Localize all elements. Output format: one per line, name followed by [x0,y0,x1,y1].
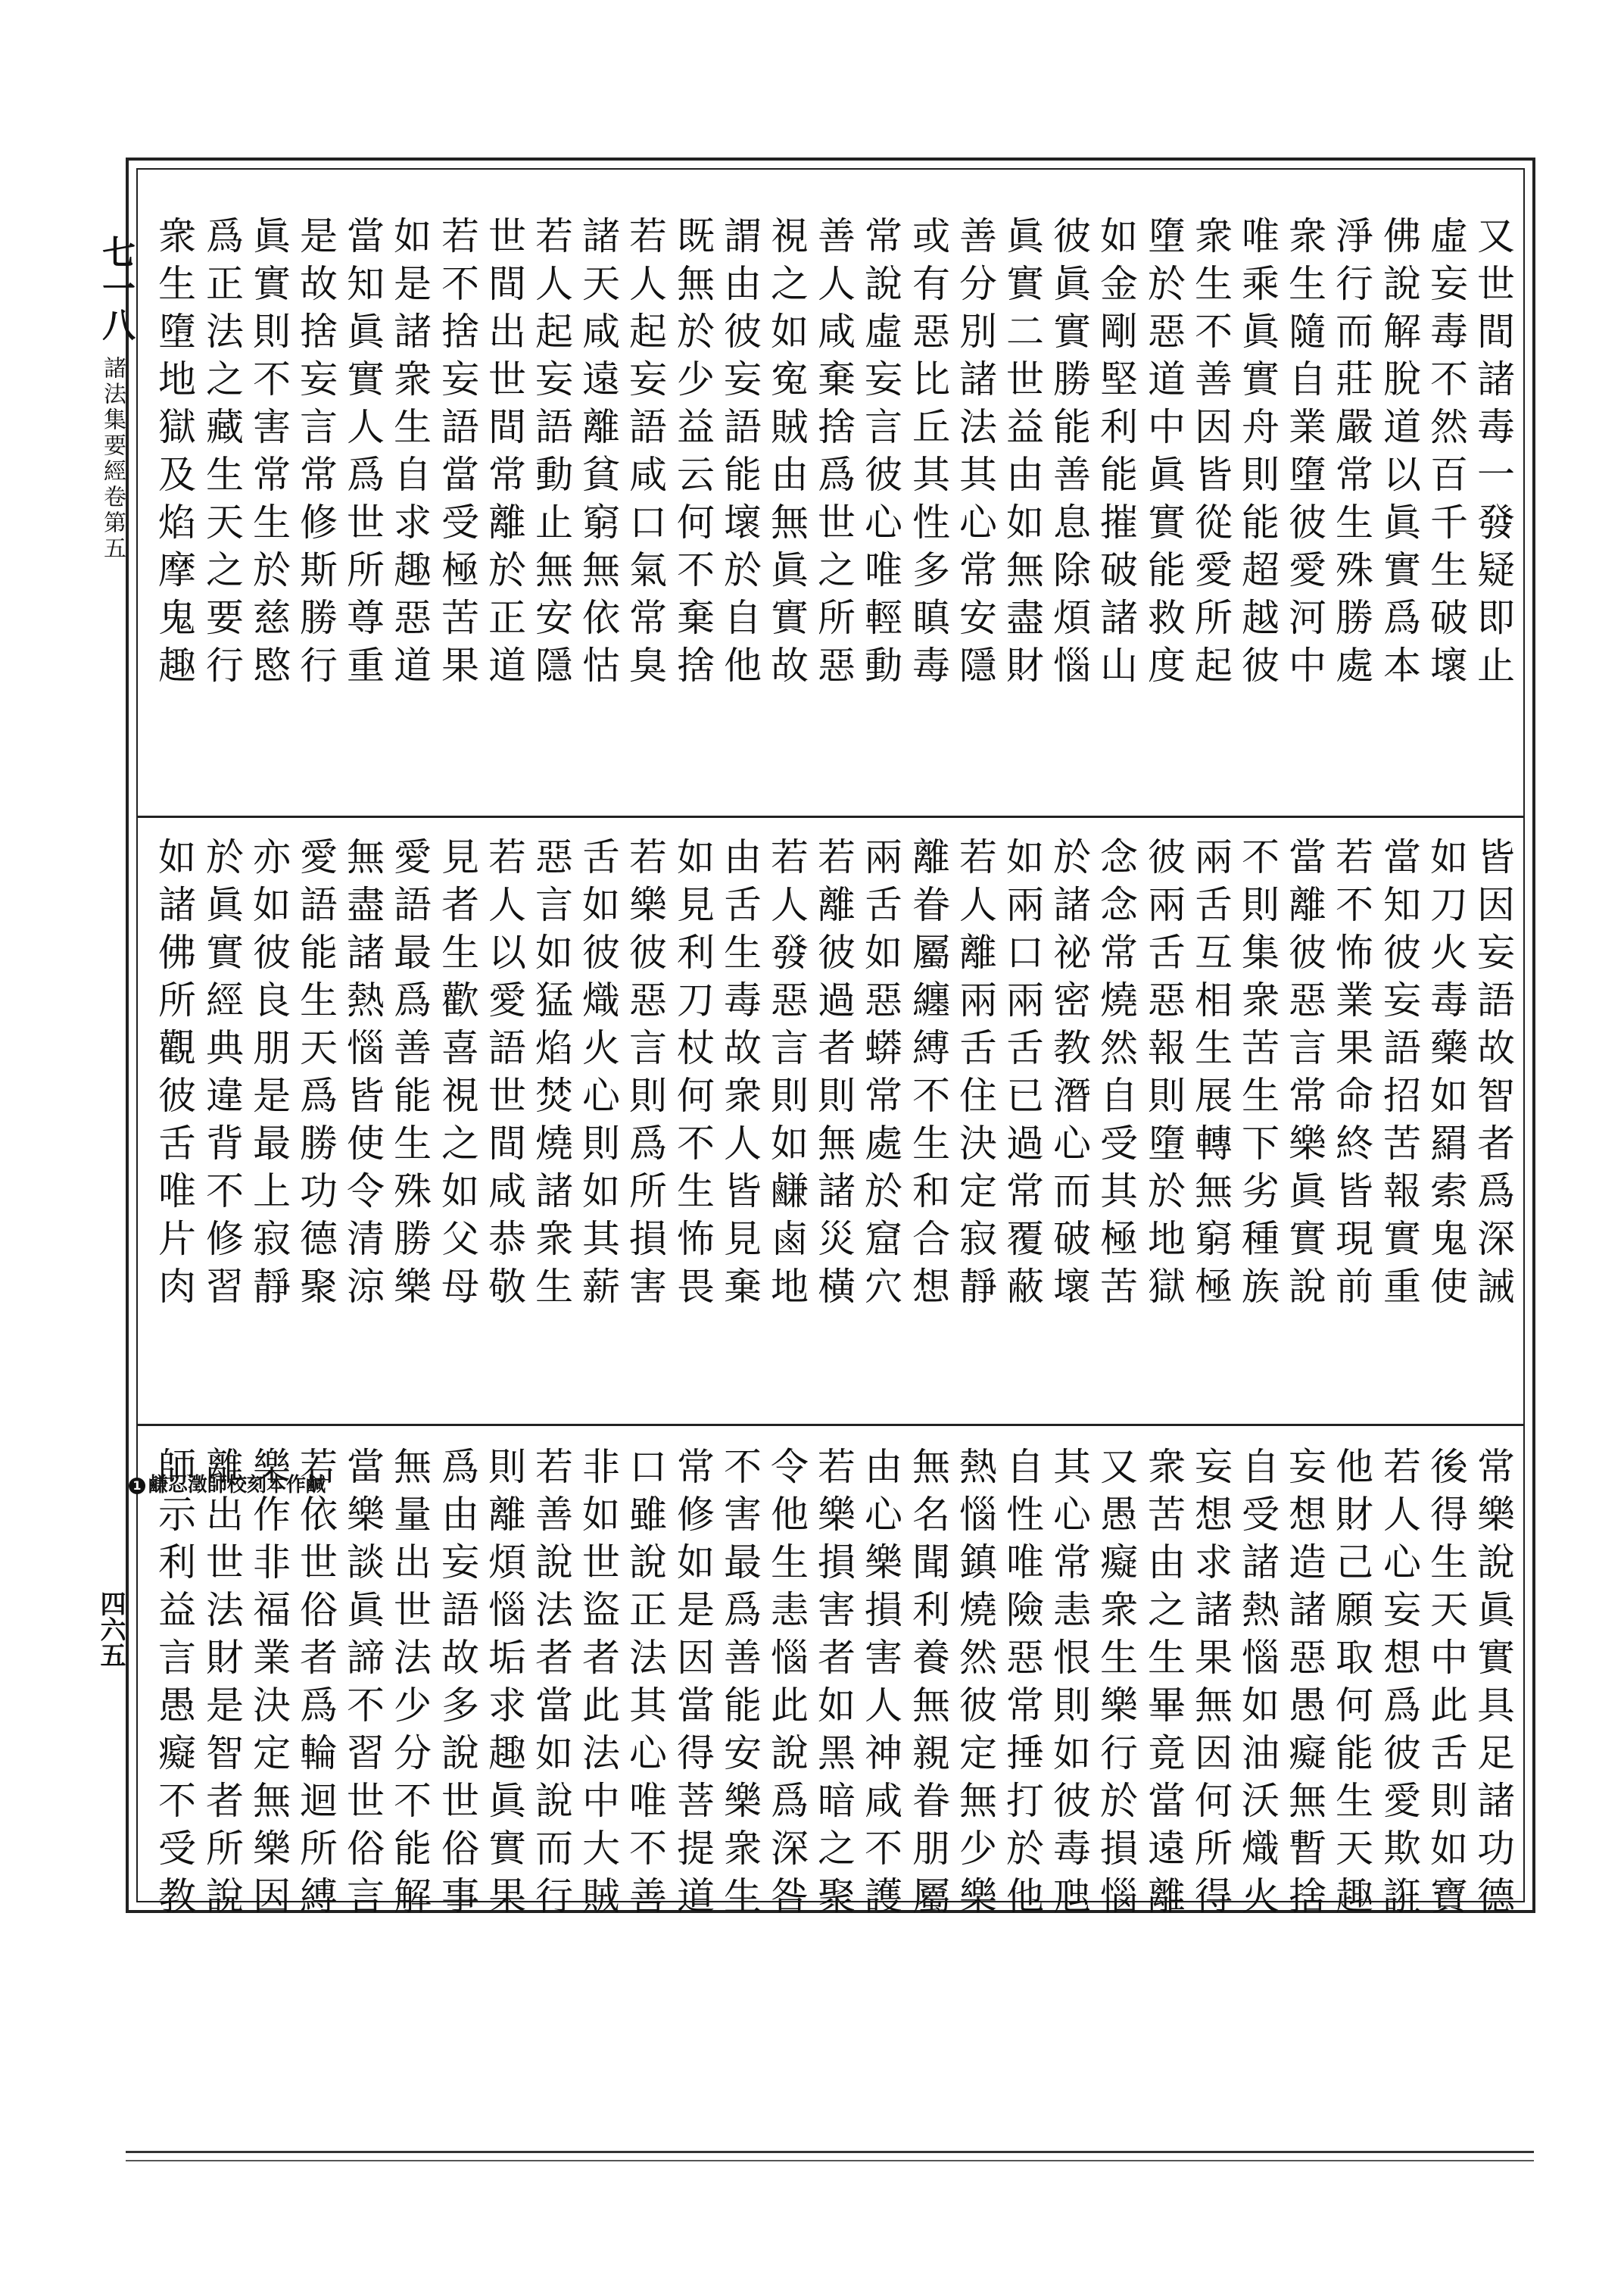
verse-column: 既無於少益云何不棄捨 [671,216,715,693]
verse-column: 世間出世間常離於正道 [482,216,526,693]
verse-column: 若不捨妄語當受極苦果 [435,216,479,693]
verse-column: 舌如彼熾火心則如其薪 [576,837,620,1314]
verse-column: 口雖說正法其心唯不善 [623,1447,667,1924]
verse-column: 皆因妄語故智者爲深誡 [1471,837,1515,1314]
verse-column: 無量出世法少分不能解 [388,1447,432,1924]
verse-column: 若依世俗者爲輪迴所縛 [294,1447,338,1924]
verse-column: 彼眞實勝能善息除煩惱 [1047,216,1091,693]
verse-column: 如見利刀杖何不生怖畏 [671,837,715,1314]
verse-column: 若人離兩舌住決定寂靜 [953,837,997,1314]
verse-column: 淨行而莊嚴常生殊勝處 [1329,216,1373,693]
verse-column: 衆生墮地獄及焰摩鬼趣 [152,216,196,693]
verse-column: 是故捨妄言常修斯勝行 [294,216,338,693]
verse-column: 衆苦由之生畢竟當遠離 [1142,1447,1186,1924]
verse-column: 如金剛堅利能摧破諸山 [1094,216,1138,693]
verse-column: 當樂談眞諦不習世俗言 [341,1447,385,1924]
verse-column: 師示利益言愚癡不受教 [152,1447,196,1924]
verse-column: 亦如彼良朋是最上寂靜 [247,837,291,1314]
verse-column: 令他生恚惱此說爲深咎 [765,1447,809,1924]
verse-column: 衆生不善因皆從愛所起 [1189,216,1233,693]
verse-column: 見者生歡喜視之如父母 [435,837,479,1314]
section-divider [136,816,1525,818]
verse-column: 又愚癡衆生樂行於損惱 [1094,1447,1138,1924]
verse-column: 佛說解脫道以眞實爲本 [1377,216,1421,693]
verse-column: 謂由彼妄語能壞於自他 [718,216,762,693]
verse-column: 善分別諸法其心常安隱 [953,216,997,693]
verse-column: 後得生天中此舌則如寶 [1424,1447,1468,1924]
verse-column: 若人心妄想爲彼愛欺誑 [1377,1447,1421,1924]
folio-number: 七一八 [96,235,135,344]
footnote-text: 鹻忍澂師校刻本作鹹 [148,1474,326,1496]
verse-column: 他財己願取何能生天趣 [1329,1447,1373,1924]
verse-column: 善人咸棄捨爲世之所惡 [812,216,856,693]
verse-column: 衆生隨自業墮彼愛河中 [1283,216,1326,693]
verse-column: 惡言如猛焰焚燒諸衆生 [529,837,573,1314]
verse-column: 自受諸熱惱如油沃熾火 [1236,1447,1280,1924]
verse-column: 視之如寃賊由無眞實故 [765,216,809,693]
verse-column: 若人起妄語動止無安隱 [529,216,573,693]
verse-column: 彼兩舌惡報則墮於地獄 [1142,837,1186,1314]
verse-column: 由心樂損害人神咸不護 [859,1447,902,1924]
verse-column: 當知眞實人爲世所尊重 [341,216,385,693]
page-number: 四六五 [95,1590,126,1668]
verse-column: 若人發惡言則如鹻鹵地 [765,837,809,1314]
bottom-rule [126,2160,1534,2161]
verse-column: 樂作非福業決定無樂因 [247,1447,291,1924]
verse-column: 若樂彼惡言則爲所損害 [623,837,667,1314]
verse-column: 念念常燒然自受其極苦 [1094,837,1138,1314]
verse-column: 若人以愛語世間咸恭敬 [482,837,526,1314]
verse-column: 諸天咸遠離貧窮無依怙 [576,216,620,693]
verse-column: 無名聞利養無親眷朋屬 [906,1447,950,1924]
bottom-rule [126,2151,1534,2153]
verse-column: 當離彼惡言常樂眞實說 [1283,837,1326,1314]
footnote-marker: 1 [129,1478,145,1494]
verse-column: 若人起妄語咸口氣常臭 [623,216,667,693]
verse-column: 眞實則不害常生於慈愍 [247,216,291,693]
verse-column: 若善說法者當如說而行 [529,1447,573,1924]
verse-column: 唯乘眞實舟則能超越彼 [1236,216,1280,693]
verse-column: 常說虛妄言彼心唯輕動 [859,216,902,693]
section-divider [136,1424,1525,1426]
verse-column: 妄想造諸惡愚癡無暫捨 [1283,1447,1326,1924]
verse-column: 當知彼妄語招苦報實重 [1377,837,1421,1314]
verse-column: 自性唯險惡常捶打於他 [1000,1447,1044,1924]
verse-column: 其心常恚恨則如彼毒虺 [1047,1447,1091,1924]
verse-column: 墮於惡道中眞實能救度 [1142,216,1186,693]
verse-column: 非如世盜者此法中大賊 [576,1447,620,1924]
verse-column: 不則集衆苦生下劣種族 [1236,837,1280,1314]
verse-column: 常修如是因當得菩提道 [671,1447,715,1924]
verse-column: 兩舌如惡蟒常處於窟穴 [859,837,902,1314]
verse-column: 如刀火毒藥如羂索鬼使 [1424,837,1468,1314]
verse-column: 無盡諸熱惱皆使令清涼 [341,837,385,1314]
verse-column: 於諸祕密教潛心而破壞 [1047,837,1091,1314]
verse-column: 虛妄毒不然百千生破壞 [1424,216,1468,693]
verse-column: 熱惱鎮燒然彼定無少樂 [953,1447,997,1924]
verse-column: 眞實二世益由如無盡財 [1000,216,1044,693]
verse-column: 於眞實經典違背不修習 [200,837,244,1314]
verse-column: 愛語最爲善能生殊勝樂 [388,837,432,1314]
verse-column: 爲正法之藏生天之要行 [200,216,244,693]
footnote [129,1469,326,1497]
running-title: 諸法集要經卷第五 [99,356,126,562]
verse-column: 如兩口兩舌已過常覆蔽 [1000,837,1044,1314]
verse-column: 如諸佛所觀彼舌唯片肉 [152,837,196,1314]
verse-column: 妄想求諸果無因何所得 [1189,1447,1233,1924]
verse-column: 兩舌互相生展轉無窮極 [1189,837,1233,1314]
verse-column: 由舌生毒故衆人皆見棄 [718,837,762,1314]
verse-column: 若樂損害者如黑暗之聚 [812,1447,856,1924]
verse-column: 爲由妄語故多說世俗事 [435,1447,479,1924]
verse-column: 若離彼過者則無諸災橫 [812,837,856,1314]
verse-column: 離眷屬纏縛不生和合想 [906,837,950,1314]
verse-column: 則離煩惱垢求趣眞實果 [482,1447,526,1924]
verse-column: 又世間諸毒一發疑即止 [1471,216,1515,693]
verse-column: 或有惡比丘其性多瞋毒 [906,216,950,693]
verse-column: 不害最爲善能安樂衆生 [718,1447,762,1924]
verse-column: 常樂說眞實具足諸功德 [1471,1447,1515,1924]
verse-column: 愛語能生天爲勝功德聚 [294,837,338,1314]
verse-column: 如是諸衆生自求趣惡道 [388,216,432,693]
verse-column: 離出世法財是智者所說 [200,1447,244,1924]
verse-column: 若不怖業果命終皆現前 [1329,837,1373,1314]
